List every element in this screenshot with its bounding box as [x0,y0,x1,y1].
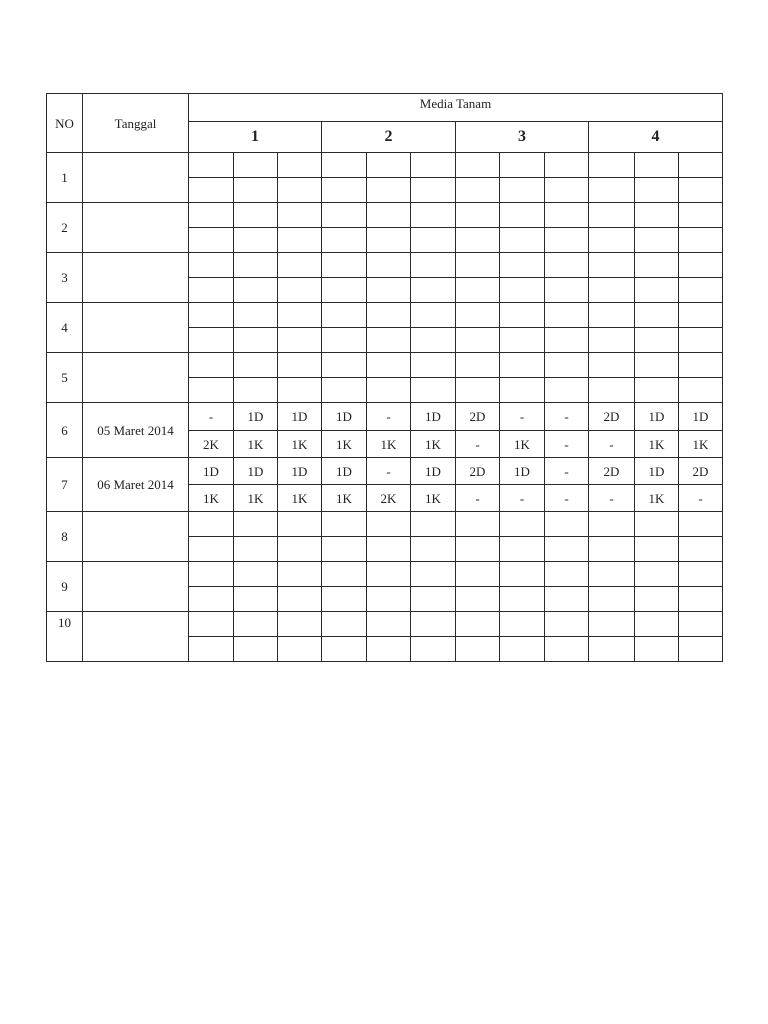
cell-k-value [679,228,723,253]
cell-d-value [589,612,635,637]
cell-k-value [367,378,411,403]
cell-k-value [500,378,545,403]
cell-k-value: 1K [679,431,723,458]
cell-k-value: 1K [234,431,278,458]
cell-d-value [189,303,234,328]
cell-k-value [456,328,500,353]
row-date: 06 Maret 2014 [83,458,189,512]
cell-k-value [322,178,367,203]
cell-k-value [545,328,589,353]
cell-d-value: 1D [411,403,456,431]
cell-d-value [367,203,411,228]
row-number: 7 [47,458,83,512]
cell-k-value [322,328,367,353]
cell-d-value: - [367,403,411,431]
cell-k-value [234,328,278,353]
cell-k-value [456,178,500,203]
cell-k-value: - [545,431,589,458]
cell-k-value [456,587,500,612]
cell-k-value: 2K [367,485,411,512]
cell-k-value: 1K [411,485,456,512]
cell-k-value [234,378,278,403]
cell-d-value [234,612,278,637]
cell-k-value [411,587,456,612]
cell-k-value [589,228,635,253]
cell-d-value [367,353,411,378]
row-date [83,562,189,612]
table-row [47,153,723,178]
cell-d-value [589,562,635,587]
row-number: 9 [47,562,83,612]
cell-k-value [635,178,679,203]
cell-d-value [679,562,723,587]
cell-d-value [456,562,500,587]
cell-d-value: 2D [589,458,635,485]
cell-k-value [500,637,545,662]
cell-k-value: 1K [500,431,545,458]
cell-d-value [545,153,589,178]
cell-d-value [545,203,589,228]
cell-d-value [322,612,367,637]
cell-k-value: - [589,431,635,458]
header-date: Tanggal [83,94,189,153]
header-group-2: 2 [322,122,456,153]
cell-k-value: 1K [278,485,322,512]
cell-d-value [234,303,278,328]
cell-d-value: 1D [189,458,234,485]
cell-d-value [189,203,234,228]
cell-d-value [278,612,322,637]
row-date [83,203,189,253]
table-row [47,512,723,537]
cell-d-value [411,303,456,328]
cell-k-value [411,228,456,253]
cell-d-value [367,612,411,637]
table-row [47,562,723,587]
cell-k-value [545,278,589,303]
cell-d-value [367,303,411,328]
row-date: 05 Maret 2014 [83,403,189,458]
cell-d-value [322,253,367,278]
cell-k-value [322,228,367,253]
cell-k-value: 1K [322,485,367,512]
cell-k-value [589,637,635,662]
cell-k-value [679,328,723,353]
cell-d-value [456,203,500,228]
cell-k-value: 1K [278,431,322,458]
cell-k-value [500,228,545,253]
cell-d-value [545,253,589,278]
cell-k-value [189,178,234,203]
cell-d-value: 1D [322,458,367,485]
table-row [47,353,723,378]
cell-d-value [322,562,367,587]
cell-d-value: - [545,458,589,485]
cell-d-value: 2D [679,458,723,485]
cell-k-value [589,587,635,612]
cell-d-value [679,303,723,328]
row-date [83,353,189,403]
row-date [83,612,189,662]
cell-k-value [367,537,411,562]
table-row [47,403,723,431]
cell-d-value [500,253,545,278]
cell-d-value: 1D [278,403,322,431]
cell-k-value [189,228,234,253]
observation-table [46,93,723,662]
cell-d-value [635,512,679,537]
cell-k-value [189,378,234,403]
cell-d-value: 1D [635,458,679,485]
cell-d-value [189,253,234,278]
cell-k-value [367,178,411,203]
cell-k-value [635,637,679,662]
cell-d-value [278,253,322,278]
cell-d-value [411,203,456,228]
cell-k-value [189,328,234,353]
cell-d-value [367,153,411,178]
cell-k-value [456,637,500,662]
cell-k-value [679,587,723,612]
cell-d-value [500,203,545,228]
cell-d-value: 1D [679,403,723,431]
cell-k-value: 2K [189,431,234,458]
cell-d-value [189,153,234,178]
cell-d-value [278,303,322,328]
cell-d-value [189,512,234,537]
header-group-1: 1 [189,122,322,153]
header-row-1 [47,94,723,122]
cell-d-value [500,612,545,637]
cell-d-value [635,612,679,637]
cell-k-value [679,537,723,562]
cell-k-value [635,278,679,303]
cell-k-value: 1K [367,431,411,458]
cell-d-value [679,512,723,537]
cell-d-value [322,203,367,228]
cell-k-value [234,228,278,253]
cell-d-value [278,353,322,378]
cell-k-value [456,537,500,562]
cell-k-value [189,587,234,612]
cell-k-value: - [679,485,723,512]
cell-k-value: 1K [635,485,679,512]
cell-d-value [322,153,367,178]
cell-d-value [545,612,589,637]
cell-k-value [234,178,278,203]
row-number: 3 [47,253,83,303]
cell-d-value [278,203,322,228]
cell-d-value [500,303,545,328]
cell-k-value [500,587,545,612]
cell-k-value [411,637,456,662]
cell-k-value: - [500,485,545,512]
cell-k-value: 1K [234,485,278,512]
cell-d-value: 2D [456,458,500,485]
cell-d-value [411,253,456,278]
cell-d-value [367,512,411,537]
row-number: 5 [47,353,83,403]
cell-d-value [500,153,545,178]
cell-d-value [189,353,234,378]
cell-k-value [456,278,500,303]
cell-k-value: - [456,431,500,458]
cell-k-value [679,278,723,303]
cell-d-value [635,153,679,178]
header-group-3: 3 [456,122,589,153]
cell-k-value [635,328,679,353]
cell-d-value [322,512,367,537]
cell-d-value [589,203,635,228]
cell-d-value [589,512,635,537]
header-group-4: 4 [589,122,723,153]
cell-d-value [411,612,456,637]
cell-k-value [545,178,589,203]
cell-k-value [545,637,589,662]
cell-d-value [411,512,456,537]
cell-d-value [679,253,723,278]
cell-d-value [278,512,322,537]
cell-d-value [278,153,322,178]
cell-d-value: - [545,403,589,431]
cell-k-value [367,587,411,612]
cell-k-value [322,278,367,303]
cell-k-value [367,328,411,353]
header-media-tanam: Media Tanam [189,94,723,122]
cell-k-value [456,378,500,403]
cell-k-value [278,537,322,562]
cell-d-value [589,303,635,328]
cell-d-value [456,253,500,278]
cell-d-value: - [500,403,545,431]
table-row [47,253,723,278]
cell-k-value: 1K [411,431,456,458]
cell-k-value [500,178,545,203]
cell-d-value [322,353,367,378]
cell-d-value [679,203,723,228]
cell-k-value [411,378,456,403]
cell-d-value [411,353,456,378]
cell-d-value [545,512,589,537]
cell-d-value [589,353,635,378]
cell-k-value: - [545,485,589,512]
cell-d-value [456,353,500,378]
cell-d-value [234,153,278,178]
cell-d-value [545,353,589,378]
cell-k-value [367,278,411,303]
cell-d-value [234,562,278,587]
cell-k-value [679,178,723,203]
cell-k-value [189,637,234,662]
cell-d-value [545,303,589,328]
row-date [83,253,189,303]
cell-d-value: 1D [234,403,278,431]
cell-d-value [456,612,500,637]
cell-k-value: 1K [189,485,234,512]
cell-k-value [679,637,723,662]
cell-d-value [367,253,411,278]
cell-d-value: 2D [456,403,500,431]
cell-d-value [456,303,500,328]
cell-k-value [456,228,500,253]
cell-d-value [234,203,278,228]
cell-d-value [411,153,456,178]
cell-k-value [411,328,456,353]
cell-d-value [679,353,723,378]
row-number: 6 [47,403,83,458]
cell-k-value [189,537,234,562]
cell-d-value [234,353,278,378]
cell-d-value: 1D [500,458,545,485]
cell-d-value [679,612,723,637]
cell-k-value [500,278,545,303]
cell-k-value [411,537,456,562]
cell-d-value [635,253,679,278]
cell-d-value: 1D [278,458,322,485]
cell-d-value [456,153,500,178]
cell-d-value [635,203,679,228]
cell-k-value [635,378,679,403]
cell-k-value [411,278,456,303]
cell-d-value [189,612,234,637]
row-number: 10 [47,612,83,662]
row-number: 1 [47,153,83,203]
cell-k-value [278,228,322,253]
cell-k-value [278,328,322,353]
cell-d-value: 1D [234,458,278,485]
cell-k-value [278,637,322,662]
cell-d-value [234,253,278,278]
cell-k-value: - [589,485,635,512]
cell-k-value [589,378,635,403]
cell-k-value [589,178,635,203]
cell-k-value [545,378,589,403]
cell-k-value [278,278,322,303]
cell-d-value [679,153,723,178]
cell-k-value [322,637,367,662]
table-row [47,458,723,485]
table-row [47,303,723,328]
cell-k-value [234,278,278,303]
cell-d-value: - [189,403,234,431]
cell-k-value [589,278,635,303]
cell-d-value [589,153,635,178]
cell-k-value [278,587,322,612]
cell-k-value [367,637,411,662]
cell-k-value: - [456,485,500,512]
cell-k-value [411,178,456,203]
cell-d-value [500,562,545,587]
header-no: NO [47,94,83,153]
cell-k-value [189,278,234,303]
cell-k-value [635,587,679,612]
cell-k-value: 1K [322,431,367,458]
cell-k-value [367,228,411,253]
cell-d-value: - [367,458,411,485]
table-row [47,612,723,637]
cell-k-value [545,537,589,562]
cell-d-value [189,562,234,587]
cell-k-value [500,328,545,353]
cell-d-value [278,562,322,587]
cell-d-value [411,562,456,587]
cell-d-value [635,353,679,378]
cell-d-value: 2D [589,403,635,431]
cell-d-value [322,303,367,328]
cell-k-value [322,537,367,562]
cell-d-value [367,562,411,587]
cell-k-value [635,228,679,253]
cell-k-value [278,378,322,403]
cell-k-value [234,637,278,662]
row-number: 4 [47,303,83,353]
cell-k-value [545,587,589,612]
row-date [83,512,189,562]
cell-d-value [589,253,635,278]
cell-k-value [322,378,367,403]
cell-d-value [635,303,679,328]
cell-k-value [278,178,322,203]
cell-d-value [545,562,589,587]
cell-k-value [679,378,723,403]
cell-k-value: 1K [635,431,679,458]
cell-k-value [500,537,545,562]
cell-k-value [589,537,635,562]
cell-k-value [635,537,679,562]
cell-d-value [635,562,679,587]
cell-d-value: 1D [635,403,679,431]
row-number: 2 [47,203,83,253]
row-date [83,303,189,353]
cell-d-value [500,512,545,537]
cell-d-value [500,353,545,378]
cell-k-value [589,328,635,353]
table-row [47,203,723,228]
row-date [83,153,189,203]
cell-d-value [234,512,278,537]
cell-k-value [545,228,589,253]
cell-d-value: 1D [411,458,456,485]
cell-k-value [234,537,278,562]
cell-k-value [322,587,367,612]
row-number: 8 [47,512,83,562]
cell-k-value [234,587,278,612]
cell-d-value [456,512,500,537]
cell-d-value: 1D [322,403,367,431]
